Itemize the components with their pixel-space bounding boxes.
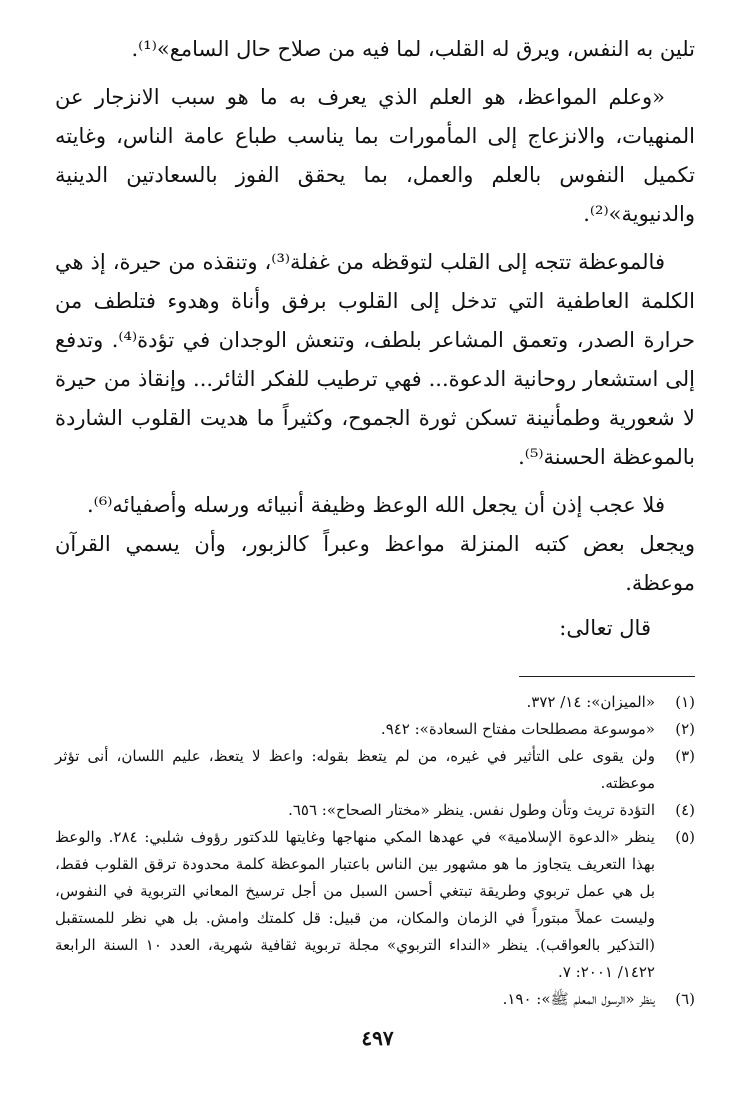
paragraph-continuation: تلين به النفس، ويرق له القلب، لما فيه من صلاح حال السامع»⁽¹⁾. bbox=[131, 37, 695, 61]
footnote-text: ينظر «الرسول المعلم ﷺ»: ١٩٠. bbox=[502, 990, 655, 1008]
paragraph-definition: «وعلم المواعظ، هو العلم الذي يعرف به ما هو سبب الانزجار عن المنهيات، والانزعاج إلى المأمورات بما يناسب طباع عامة الناس، وغايته تكميل النفوس بالعلم والعمل، بما يحقق الفوز بالسعادتين الدينية والدنيوية»⁽²⁾. bbox=[55, 85, 695, 226]
page-content bbox=[55, 30, 695, 1013]
footnote-1 bbox=[55, 689, 695, 716]
footnote-number: (٢) bbox=[675, 720, 695, 738]
footnote-5 bbox=[55, 824, 695, 986]
footnote-2 bbox=[55, 716, 695, 743]
footnote-text: ولن يقوى على التأثير في غيره، من لم يتعظ بقوله: واعظ لا يتعظ، عليم اللسان، أنى تؤثر موعظته. bbox=[55, 747, 655, 792]
body-text bbox=[55, 30, 695, 648]
footnote-number: (٥) bbox=[675, 828, 695, 846]
paragraph-quran-intro: قال تعالى: bbox=[559, 616, 651, 640]
footnote-6 bbox=[55, 986, 695, 1013]
footnote-text: ينظر «الدعوة الإسلامية» في عهدها المكي منهاجها وغايتها للدكتور رؤوف شلبي: ٢٨٤. والوعظ بهذا التعريف يتجاوز ما هو مشهور بين الناس باعتبار الموعظة كلمة محدودة ترقق القلوب فقط، بل هي عمل تربوي وطريقة تبتغي أحسن السبل من أجل ترسيخ المعاني التربوية في النفوس، وليست عملاً مبتوراً في الزمان والمكان، من قبيل: قل كلمتك وامش. بل هي نظر للمستقبل (التذكير بالعواقب). ينظر «النداء التربوي» مجلة تربوية ثقافية شهرية، العدد ١٠ السنة الرابعة ١٤٢٢/ ٢٠٠١: ٧. bbox=[55, 828, 655, 981]
footnote-3 bbox=[55, 743, 695, 797]
footnote-number: (٤) bbox=[675, 801, 695, 819]
footnotes bbox=[55, 689, 695, 1013]
footnote-number: (٣) bbox=[675, 747, 695, 765]
footnote-4 bbox=[55, 797, 695, 824]
paragraph-mawiza: فالموعظة تتجه إلى القلب لتوقظه من غفلة⁽³⁾، وتنقذه من حيرة، إذ هي الكلمة العاطفية التي تدخل إلى القلوب برفق وأناة وهدوء فتلطف من حرارة الصدر، وتعمق المشاعر بلطف، وتنعش الوجدان في تؤدة⁽⁴⁾. وتدفع إلى استشعار روحانية الدعوة... فهي ترطيب للفكر الثائر... وإنقاذ من حيرة لا شعورية وطمأنينة تسكن ثورة الجموح، وكثيراً ما هديت القلوب الشاردة بالموعظة الحسنة⁽⁵⁾. bbox=[55, 250, 695, 469]
footnote-text: «موسوعة مصطلحات مفتاح السعادة»: ٩٤٢. bbox=[380, 720, 655, 738]
footnote-number: (١) bbox=[675, 693, 695, 711]
footnote-separator bbox=[519, 676, 695, 677]
footnote-text: «الميزان»: ١٤/ ٣٧٢. bbox=[526, 693, 655, 711]
page-number: ٤٩٧ bbox=[361, 1026, 394, 1050]
paragraph-books: ويجعل بعض كتبه المنزلة مواعظ وعبراً كالزبور، وأن يسمي القرآن موعظة. bbox=[55, 532, 695, 595]
footnote-number: (٦) bbox=[675, 990, 695, 1008]
footnote-text: التؤدة تريث وتأن وطول نفس. ينظر «مختار الصحاح»: ٦٥٦. bbox=[288, 801, 655, 819]
paragraph-prophets: فلا عجب إذن أن يجعل الله الوعظ وظيفة أنبيائه ورسله وأصفيائه⁽⁶⁾. bbox=[86, 493, 665, 517]
